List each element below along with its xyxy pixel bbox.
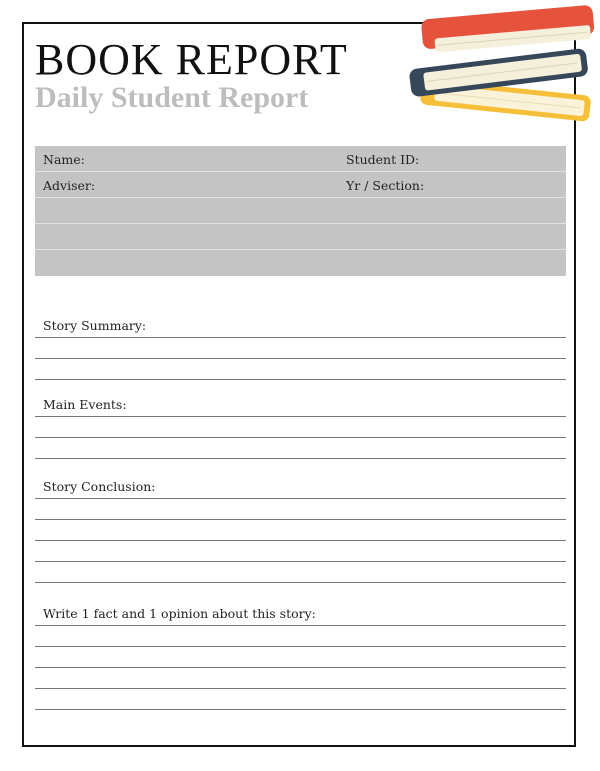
writing-line: [35, 667, 566, 668]
student-info-block: [35, 146, 566, 276]
writing-line: [35, 646, 566, 647]
writing-line: [35, 498, 566, 499]
writing-line: [35, 540, 566, 541]
info-row-blank: [35, 250, 566, 276]
name-label: Name:: [43, 152, 85, 167]
writing-line: [35, 358, 566, 359]
page-subtitle: Daily Student Report: [35, 81, 309, 114]
info-row-blank: [35, 224, 566, 250]
story-summary-label: Story Summary:: [43, 318, 147, 333]
writing-line: [35, 561, 566, 562]
writing-line: [35, 625, 566, 626]
adviser-label: Adviser:: [43, 178, 96, 193]
info-row-name: [35, 146, 566, 172]
writing-line: [35, 582, 566, 583]
writing-line: [35, 709, 566, 710]
story-conclusion-label: Story Conclusion:: [43, 479, 156, 494]
writing-line: [35, 337, 566, 338]
writing-line: [35, 688, 566, 689]
page-title: BOOK REPORT: [35, 35, 348, 84]
info-row-adviser: [35, 172, 566, 198]
main-events-label: Main Events:: [43, 397, 127, 412]
fact-opinion-label: Write 1 fact and 1 opinion about this story:: [43, 606, 316, 621]
writing-line: [35, 458, 566, 459]
stack-of-books-icon: [404, 0, 600, 140]
writing-line: [35, 416, 566, 417]
writing-line: [35, 437, 566, 438]
info-row-blank: [35, 198, 566, 224]
student-id-label: Student ID:: [346, 152, 420, 167]
writing-line: [35, 379, 566, 380]
writing-line: [35, 519, 566, 520]
yr-section-label: Yr / Section:: [346, 178, 425, 193]
